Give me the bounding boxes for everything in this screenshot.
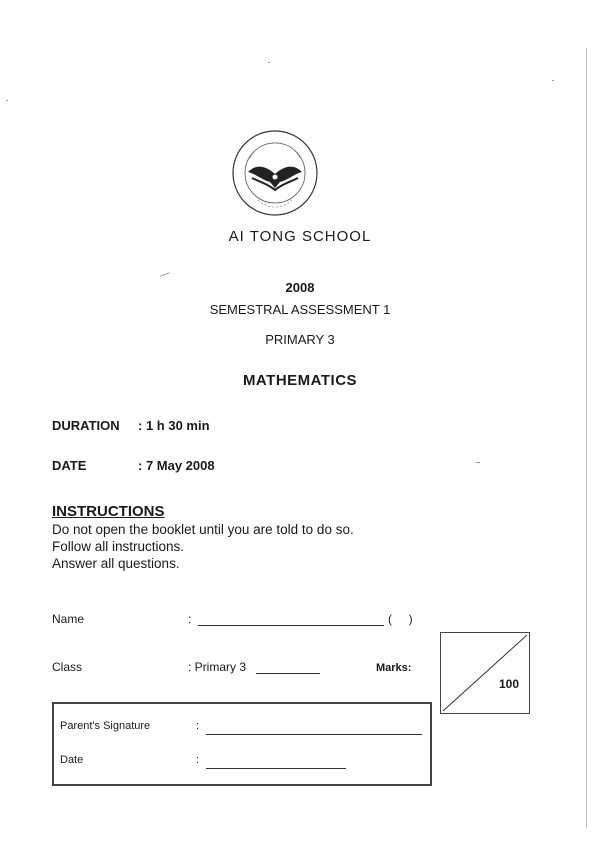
parent-signature-colon: : <box>196 720 200 732</box>
assessment-title: SEMESTRAL ASSESSMENT 1 <box>209 302 391 317</box>
duration-value: : 1 h 30 min <box>138 418 210 433</box>
register-number-field[interactable]: ( ) <box>388 612 413 626</box>
school-name: AI TONG SCHOOL <box>228 228 372 245</box>
instruction-line: Follow all instructions. <box>52 539 185 554</box>
signature-date-label: Date <box>60 754 84 766</box>
signature-date-colon: : <box>196 754 200 766</box>
parent-signature-label: Parent's Signature <box>60 720 151 732</box>
marks-total: 100 <box>498 677 519 691</box>
signature-date-field[interactable] <box>206 768 346 769</box>
page-edge-rule <box>586 48 587 828</box>
marks-diagonal <box>441 633 529 713</box>
name-field[interactable] <box>198 625 384 626</box>
scan-speck <box>6 100 8 101</box>
date-label: DATE <box>52 458 87 473</box>
marks-label: Marks: <box>376 662 412 674</box>
scan-speck <box>476 462 480 463</box>
name-label: Name <box>52 612 85 626</box>
level-title: PRIMARY 3 <box>265 332 335 347</box>
scan-speck <box>268 62 270 63</box>
subject-title: MATHEMATICS <box>242 372 358 389</box>
duration-label: DURATION <box>52 418 120 433</box>
instruction-line: Do not open the booklet until you are told to do so. <box>52 522 354 537</box>
class-field[interactable] <box>256 673 320 674</box>
class-value: : Primary 3 <box>188 660 247 674</box>
exam-year: 2008 <box>285 280 315 295</box>
class-label: Class <box>52 660 83 674</box>
parent-signature-field[interactable] <box>206 734 422 735</box>
parent-signature-box <box>52 702 432 786</box>
scan-speck <box>160 272 170 276</box>
name-colon: : <box>188 612 192 626</box>
date-value: : 7 May 2008 <box>138 458 215 473</box>
instruction-line: Answer all questions. <box>52 556 180 571</box>
school-crest-logo <box>230 128 320 218</box>
marks-box[interactable] <box>440 632 530 714</box>
scan-speck <box>552 80 554 81</box>
instructions-heading: INSTRUCTIONS <box>52 503 165 520</box>
